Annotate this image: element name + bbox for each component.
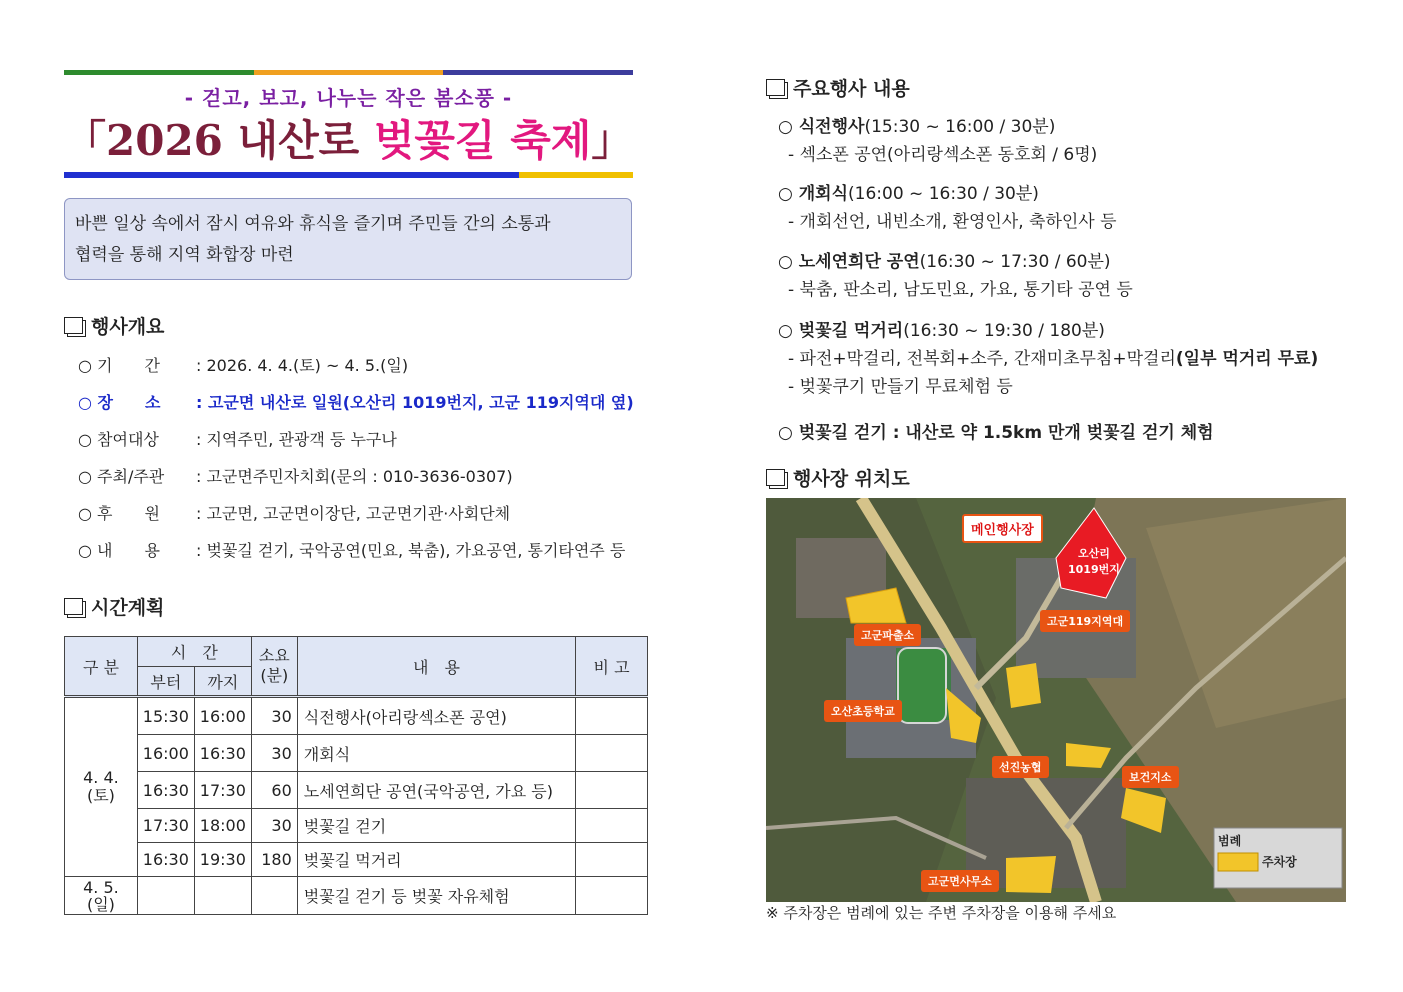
map-label-police: 고군파출소 bbox=[854, 624, 921, 646]
checkbox-square-icon bbox=[64, 317, 83, 334]
schedule-heading-text: 시간계획 bbox=[91, 597, 165, 619]
title-pre: 「2026 내산로 bbox=[64, 116, 374, 165]
event-4-detail-1: - 파전+막걸리, 전복회+소주, 간재미초무침+막걸리(일부 먹거리 무료) bbox=[788, 349, 1319, 369]
overview-place: ○ 장 소 : 고군면 내산로 일원(오산리 1019번지, 고군 119지역대 옆) bbox=[78, 393, 634, 412]
title-top-bar bbox=[64, 70, 633, 75]
purpose-box bbox=[64, 198, 632, 280]
overview-period: ○ 기 간 : 2026. 4. 4.(토) ~ 4. 5.(일) bbox=[78, 356, 409, 375]
bottom-bar-blue2 bbox=[292, 172, 520, 178]
event-1-detail: - 섹소폰 공연(아리랑섹소폰 동호회 / 6명) bbox=[788, 145, 1098, 165]
page-title bbox=[64, 108, 633, 168]
table-header-row bbox=[65, 637, 648, 667]
checkbox-square-icon bbox=[766, 469, 785, 486]
header-to: 까지 bbox=[194, 667, 251, 697]
event-3-detail: - 북춤, 판소리, 남도민요, 가요, 통기타 공연 등 bbox=[788, 280, 1133, 300]
table-row: 4. 4. (토) 15:30 16:00 30 식전행사(아리랑섹소폰 공연) bbox=[65, 697, 648, 735]
purpose-line-1: 바쁜 일상 속에서 잠시 여유와 휴식을 즐기며 주민들 간의 소통과 bbox=[75, 214, 551, 234]
events-heading-text: 주요행사 내용 bbox=[793, 78, 910, 100]
map-heading bbox=[766, 464, 910, 491]
checkbox-square-icon bbox=[64, 598, 83, 615]
map-heading-text: 행사장 위치도 bbox=[793, 468, 910, 490]
day1-cell: 4. 4. (토) bbox=[65, 697, 138, 877]
header-gubun: 구 분 bbox=[65, 637, 138, 697]
main-venue-label: 메인행사장 bbox=[962, 514, 1043, 543]
subtitle: - 걷고, 보고, 나누는 작은 봄소풍 - bbox=[184, 86, 513, 110]
checkbox-square-icon bbox=[766, 79, 785, 96]
table-row: 17:30 18:00 30 벚꽃길 걷기 bbox=[65, 809, 648, 843]
event-2: ○ 개회식(16:00 ~ 16:30 / 30분) bbox=[778, 184, 1039, 204]
event-2-detail: - 개회선언, 내빈소개, 환영인사, 축하인사 등 bbox=[788, 212, 1117, 232]
event-5: ○ 벚꽃길 걷기 : 내산로 약 1.5km 만개 벚꽃길 걷기 체험 bbox=[778, 423, 1214, 443]
site-address-label: 오산리 1019번지 bbox=[1068, 547, 1120, 576]
day2-cell: 4. 5. (일) bbox=[65, 877, 138, 915]
events-heading bbox=[766, 74, 910, 101]
table-row: 16:30 17:30 60 노세연희단 공연(국악공연, 가요 등) bbox=[65, 772, 648, 809]
top-bar-purple bbox=[443, 70, 633, 75]
header-note: 비 고 bbox=[576, 637, 648, 697]
purpose-line-2: 협력을 통해 지역 화합장 마련 bbox=[75, 245, 294, 265]
title-highlight: 벚꽃길 축제 bbox=[373, 116, 592, 165]
map-label-health: 보건지소 bbox=[1122, 766, 1179, 788]
header-from: 부터 bbox=[137, 667, 194, 697]
events-list bbox=[778, 112, 1318, 446]
overview-sponsor: ○ 후 원 : 고군면, 고군면이장단, 고군면기관·사회단체 bbox=[78, 504, 511, 523]
legend-title: 범례 bbox=[1218, 834, 1242, 848]
overview-heading-text: 행사개요 bbox=[91, 316, 165, 338]
bottom-bar-blue bbox=[64, 172, 292, 178]
overview-contents: ○ 내 용 : 벚꽃길 걷기, 국악공연(민요, 북춤), 가요공연, 통기타연주 등 bbox=[78, 541, 626, 560]
header-content: 내 용 bbox=[297, 637, 575, 697]
map-label-nonghyup: 선진농협 bbox=[992, 756, 1049, 778]
title-post: 」 bbox=[591, 116, 634, 165]
map-label-office: 고군면사무소 bbox=[921, 870, 999, 892]
header-duration: 소요 (분) bbox=[251, 637, 297, 697]
overview-audience: ○ 참여대상 : 지역주민, 관광객 등 누구나 bbox=[78, 430, 397, 449]
table-row: 16:00 16:30 30 개회식 bbox=[65, 735, 648, 772]
table-row: 4. 5. (일) 벚꽃길 걷기 등 벚꽃 자유체험 bbox=[65, 877, 648, 915]
location-map bbox=[766, 498, 1346, 902]
schedule-table bbox=[64, 636, 648, 915]
event-4: ○ 벚꽃길 먹거리(16:30 ~ 19:30 / 180분) bbox=[778, 321, 1105, 341]
schedule-heading bbox=[64, 593, 164, 620]
event-1: ○ 식전행사(15:30 ~ 16:00 / 30분) bbox=[778, 117, 1056, 137]
top-bar-green bbox=[64, 70, 254, 75]
overview-heading bbox=[64, 312, 164, 339]
title-bottom-bar bbox=[64, 172, 633, 178]
map-label-fire: 고군119지역대 bbox=[1040, 610, 1130, 632]
event-3: ○ 노세연희단 공연(16:30 ~ 17:30 / 60분) bbox=[778, 252, 1111, 272]
parking-note: ※ 주차장은 범례에 있는 주변 주차장을 이용해 주세요 bbox=[766, 904, 1117, 922]
table-row: 16:30 19:30 180 벚꽃길 먹거리 bbox=[65, 843, 648, 877]
bottom-bar-yellow bbox=[519, 172, 633, 178]
map-label-school: 오산초등학교 bbox=[824, 700, 902, 722]
overview-host: ○ 주최/주관 : 고군면주민자치회(문의 : 010-3636-0307) bbox=[78, 467, 513, 486]
top-bar-orange bbox=[254, 70, 444, 75]
event-4-detail-2: - 벚꽃쿠기 만들기 무료체험 등 bbox=[788, 377, 1013, 397]
overview-list bbox=[78, 353, 634, 575]
header-time: 시 간 bbox=[137, 637, 251, 667]
legend-item: 주차장 bbox=[1262, 855, 1297, 869]
